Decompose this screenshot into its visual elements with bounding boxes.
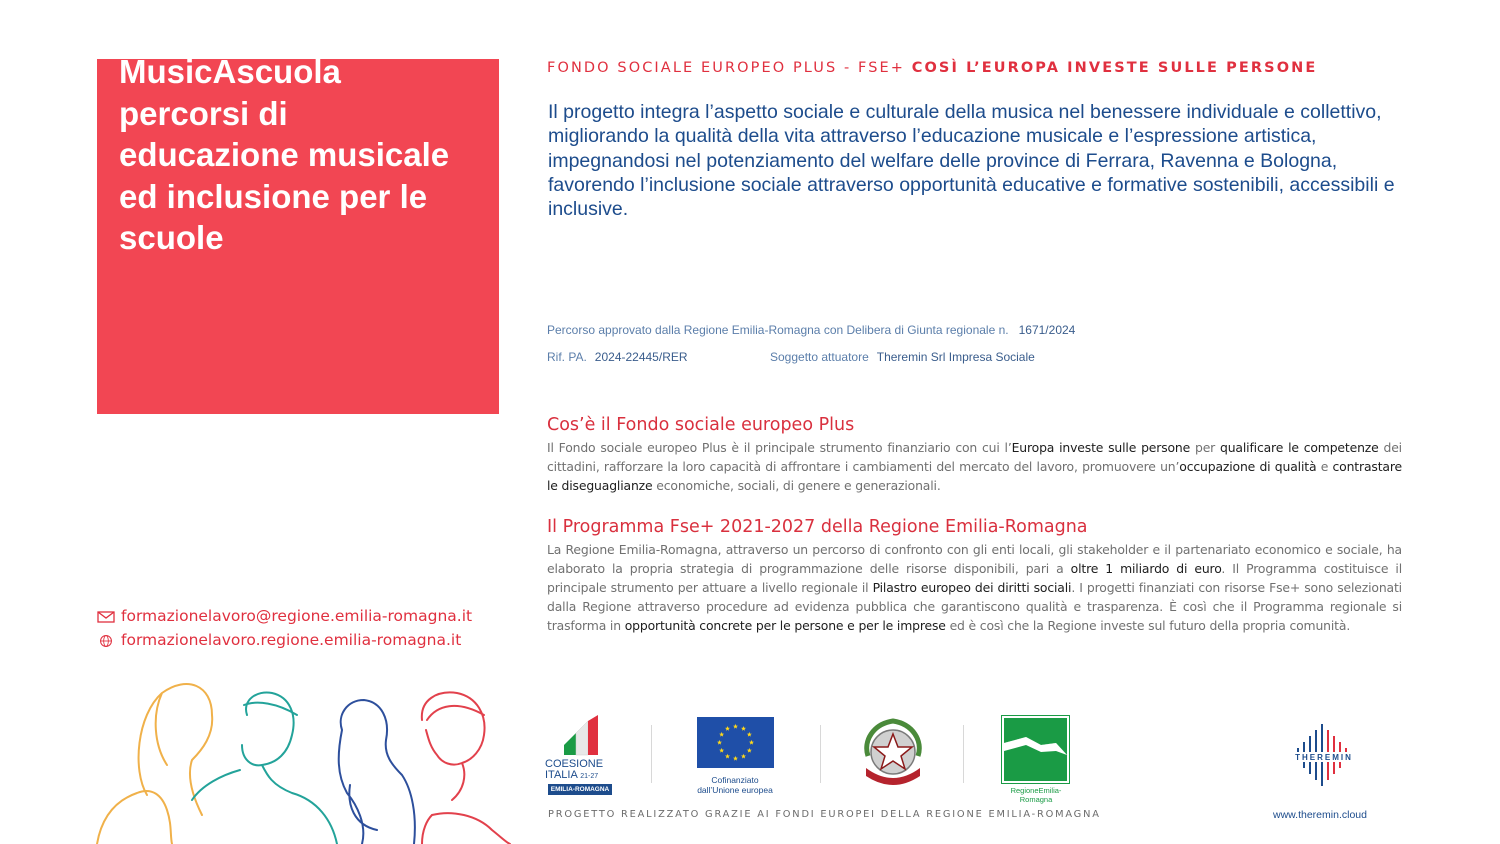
regione-logo-text: RegioneEmilia-Romagna: [1010, 786, 1062, 804]
eu-line1: Cofinanziato: [711, 775, 759, 785]
theremin-wordmark: THEREMIN: [1295, 753, 1353, 762]
rif-value: 2024-22445/RER: [594, 350, 688, 364]
coesione-italia: ITALIA: [545, 769, 578, 781]
divider: [820, 725, 821, 783]
people-illustration: [92, 675, 517, 844]
rif-label: Rif. PA.: [547, 350, 587, 364]
repubblica-emblem: [858, 716, 928, 788]
highlight: opportunità concrete per le persone e per le imprese: [624, 618, 946, 633]
title-line: ed inclusione per le: [119, 177, 428, 215]
globe-icon: [97, 634, 115, 648]
coesione-years: 21-27: [580, 773, 599, 780]
fse-header-prefix: FONDO SOCIALE EUROPEO PLUS - FSE+: [547, 60, 906, 76]
text: Il Fondo sociale europeo Plus è il principale strumento finanziario con cui l’: [547, 440, 1012, 455]
text: economiche, sociali, di genere e generazionali.: [652, 478, 941, 493]
coesione-line1: COESIONE: [545, 758, 604, 770]
rif-line: [547, 350, 688, 364]
section2-heading: Il Programma Fse+ 2021-2027 della Regione Emilia-Romagna: [547, 517, 1088, 537]
text: e: [1316, 459, 1333, 474]
title-line: MusicAscuola: [119, 59, 341, 90]
highlight: Europa investe sulle persone: [1011, 440, 1191, 455]
text: dei cittadini, rafforzare la loro capacità di affrontare i cambiamenti del mercato del lavoro, promuovere un’: [547, 440, 1402, 474]
fse-header-slogan: COSÌ L’EUROPA INVESTE SULLE PERSONE: [911, 60, 1318, 76]
theremin-logo: [1290, 720, 1362, 788]
soggetto-line: [770, 350, 1035, 364]
text: per: [1190, 440, 1220, 455]
divider: [963, 725, 964, 783]
coesione-logo-mark: [560, 715, 600, 757]
text: . Il Programma costituisce il principale strumento per attuare a livello regionale il: [547, 561, 1402, 595]
section1-paragraph: [547, 438, 1402, 495]
regione-logo: [1001, 715, 1070, 784]
title-line: percorsi di: [119, 94, 288, 132]
coesione-logo-text: [545, 759, 615, 782]
title-line: educazione musicale: [119, 136, 450, 173]
approval-number: 1671/2024: [1018, 323, 1076, 337]
text: ed è così che la Regione investe sul futuro della propria comunità.: [945, 618, 1351, 633]
theremin-url[interactable]: www.theremin.cloud: [1273, 809, 1367, 821]
email-link[interactable]: formazionelavoro@regione.emilia-romagna.it: [121, 607, 473, 625]
highlight: qualificare le competenze: [1220, 440, 1379, 455]
email-contact[interactable]: [97, 607, 472, 625]
footer-note: PROGETTO REALIZZATO GRAZIE AI FONDI EUROPEI DELLA REGIONE EMILIA-ROMAGNA: [548, 809, 1101, 820]
envelope-icon: [97, 610, 115, 624]
eu-line2: dall’Unione europea: [697, 785, 773, 795]
approval-label: Percorso approvato dalla Regione Emilia-Romagna con Delibera di Giunta regionale n.: [547, 323, 1009, 337]
highlight: Pilastro europeo dei diritti sociali: [872, 580, 1072, 595]
divider: [651, 725, 652, 783]
soggetto-label: Soggetto attuatore: [770, 350, 869, 364]
eu-logo-text: [685, 775, 785, 795]
website-link[interactable]: formazionelavoro.regione.emilia-romagna.it: [121, 631, 462, 649]
coesione-region-badge: EMILIA-ROMAGNA: [548, 784, 612, 795]
approval-line: [547, 323, 1075, 337]
soggetto-value: Theremin Srl Impresa Sociale: [876, 350, 1035, 364]
title-box: [97, 59, 499, 414]
highlight: contrastare le diseguaglianze: [547, 459, 1402, 493]
title-line: scuole: [119, 219, 224, 256]
text: . I progetti finanziati con risorse Fse+ sono selezionati dalla Regione attraverso procedure ad evidenza pubblica che garantiscono qualità e trasparenza. È così che il Programma regionale si trasforma in: [547, 580, 1402, 633]
eu-flag-logo: [697, 717, 774, 768]
section1-heading: Cos’è il Fondo sociale europeo Plus: [547, 415, 855, 435]
section2-paragraph: [547, 540, 1402, 635]
page-title: [119, 59, 489, 259]
text: La Regione Emilia-Romagna, attraverso un percorso di confronto con gli enti locali, gli stakeholder e il partenariato economico e sociale, ha elaborato la propria strategia di programmazione delle risorse disponibili, pari a: [547, 542, 1402, 576]
intro-paragraph: Il progetto integra l’aspetto sociale e culturale della musica nel benessere individuale e collettivo, migliorando la qualità della vita attraverso l’educazione musicale e l’espressione artistica, impegnandosi nel potenziamento del welfare delle province di Ferrara, Ravenna e Bologna, favorendo l’inclusione sociale attraverso opportunità educative e formative sostenibili, accessibili e inclusive.: [548, 101, 1395, 221]
highlight: occupazione di qualità: [1179, 459, 1317, 474]
highlight: oltre 1 miliardo di euro: [1070, 561, 1222, 576]
website-contact[interactable]: [97, 631, 461, 649]
fse-header: [547, 60, 1317, 76]
coesione-line2: [545, 770, 615, 782]
